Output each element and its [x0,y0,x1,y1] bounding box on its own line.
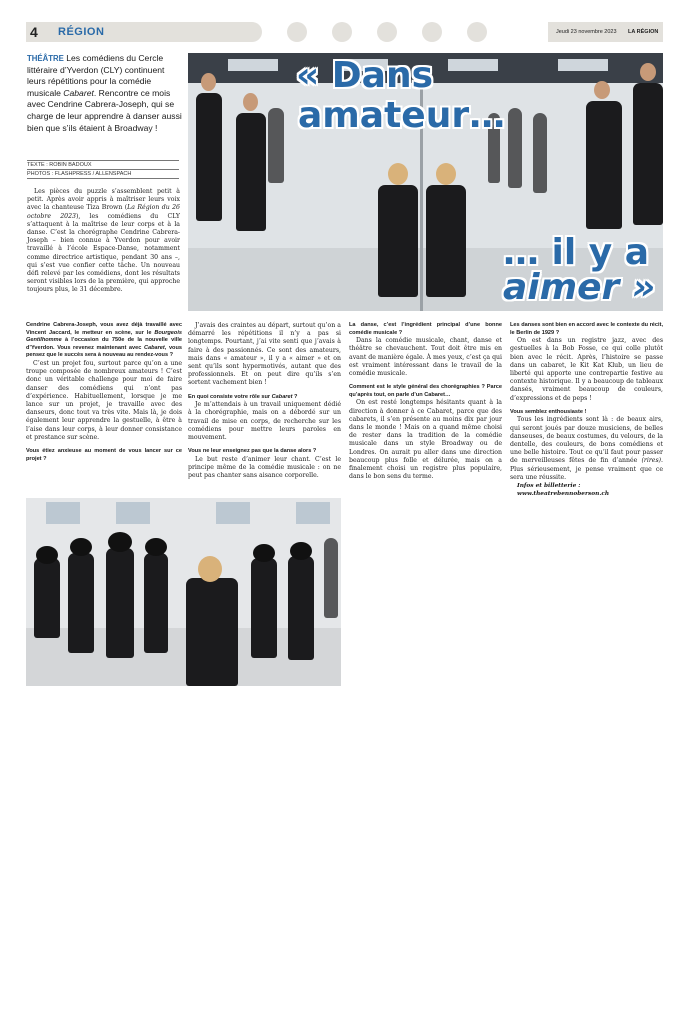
credits [27,160,179,179]
article-lead [27,53,183,134]
header-dot [422,22,442,42]
kicker: THÉÂTRE [27,54,64,63]
dancer-head [594,81,610,99]
headline-line-4: aimer » [503,267,656,308]
choreographer-figure [378,185,418,297]
header-dot [377,22,397,42]
info-label: Infos et billetterie : [517,483,581,490]
interview-answer: On est resté longtemps hésitants quant à la direction à donner à ce Cabaret, parce que des cabarets, il s’en présente au moins dix par jour dans le monde ! Mais on a quand même choisi de rester dans la tradition de la comédie musicale dans un style Broadway ou de Londres. On aurait pu aller dans une direction beaucoup plus folle et délurée, mais on a finalement choisi un registre plus populaire, dans le bon sens du terme. [349,399,502,481]
section-label: RÉGION [58,26,105,38]
interview-question: La danse, c’est l’ingrédient principal d’une bonne comédie musicale ? [349,322,502,336]
interview-answer: Dans la comédie musicale, chant, danse et théâtre se chevauchent. Tout doit être mis en avant de manière égale. À mes yeux, c’est ça qui est vraiment intéressant dans le travail de la comédie musicale. [349,337,502,377]
dancer-head [243,93,258,111]
interview-answer: Tous les ingrédients sont là : de beaux airs, qui seront joués par douze musiciens, de belles danseuses, de beaux costumes, du velours, de la dentelle, des couleurs, de bons comédiens et une belle histoire. Tout ce qu’il faut pour passer de merveilleuses fêtes de fin d’année (rires). Plus sérieusement, je pense vraiment que ce sera une réussite. [510,416,663,481]
interview-answer: On est dans un registre jazz, avec des gestuelles à la Bob Fosse, ce qui colle plutôt bien avec le récit. Après, l’histoire se passe dans un cabaret, le Kit Kat Klub, un lieu de liberté qui apporte une contrepartie festive au contexte historique. Il y a beaucoup de tableaux dansés, vraiment beaucoup de couleurs, d’expressions et de peps ! [510,337,663,402]
dancer-wig [108,532,132,552]
article-column-4 [510,322,663,498]
dancer-figure [324,538,338,618]
article-column-2 [188,322,341,480]
lead-text-end: . Rencontre ce mois avec Cendrine Cabrera-Joseph, qui se charge de leur apprendre à danser aussi bien que s’ils étaient à Broadway ! [27,87,182,133]
photo-credit: PHOTOS : FLASHPRESS / ALLENSPACH [27,169,179,179]
interview-answer: C’est un projet fou, surtout parce qu’on a une troupe composée de nombreux amateurs ! C’est donc un véritable challenge pour moi de faire danser des comédiens qui n’ont pas d’expérience. Habituellement, lorsque je me lance sur un projet, je travaille avec des danseurs, donc tout va très vite. Mais là, je dois également leur apprendre la gestuelle, à être à l’aise dans leur corps, à leur donner consistance et prestance sur scène. [26,359,182,441]
dancer-head [640,63,656,81]
dancer-wig [290,542,312,560]
article-column-3 [349,322,502,481]
interview-question: Comment est le style général des chorégraphies ? Parce qu’après tout, on parle d’un Cabaret… [349,384,502,398]
choreographer-head [388,163,408,185]
interview-answer: Je m’attendais à un travail uniquement dédié à la chorégraphie, mais on a débordé sur un travail de mise en corps, de recherche sur les comédiens pour mettre leurs paroles en mouvement. [188,401,341,442]
article-paragraph: Les pièces du puzzle s’assemblent petit à petit. Après avoir appris à maîtriser leurs voix avec la chanteuse Tiza Brown (La Région du 26 octobre 2023), les comédiens du CLY s’attaquent à la maîtrise de leur corps et à la danse. C’est la chorégraphe Cendrine Cabrera-Joseph – bien connue à Yverdon pour avoir travaillé à l’école Espace-Danse, notamment comme directrice artistique, pendant 30 ans –, qui s’est vue confier cette tâche. Un nouveau défi relevé par les comédiens, dont les résultats seront visibles lors de la première, qui approche toujours plus, le 31 décembre. [27,188,180,294]
dancer-figure [633,83,663,225]
interview-question: Les danses sont bien en accord avec le contexte du récit, le Berlin de 1929 ? [510,322,663,336]
dancer-figure [288,556,314,660]
dancer-figure [268,108,284,183]
choreographer-figure [186,578,238,686]
issue-date: Jeudi 23 novembre 2023 [556,29,617,35]
dancer-figure [144,553,168,653]
interview-question: Vous ne leur enseignez pas que la danse alors ? [188,448,317,455]
header-dot [467,22,487,42]
choreographer-head [198,556,222,582]
dancer-figure [106,548,134,658]
dancer-figure [251,558,277,658]
dancer-head [201,73,216,91]
interview-question: Vous semblez enthousiaste ! [510,408,587,415]
lead-text: Les comédiens du Cercle littéraire d’Yverdon (CLY) continuent leurs répétitions pour la comédie musicale [27,53,165,98]
page-number: 4 [30,24,38,40]
dancer-figure [34,558,60,638]
interview-answer: Le but reste d’animer leur chant. C’est le principe même de la comédie musicale : on ne peut pas chanter sans aisance corporelle. [188,455,341,480]
header-dot [287,22,307,42]
headline-line-3: … il y a [503,232,650,273]
reflection-head [436,163,456,185]
dancer-figure [533,113,547,193]
interview-question: Cendrine Cabrera-Joseph, vous avez déjà travaillé avec Vincent Jaccard, le metteur en scène, sur le Bourgeois Gentilhomme à l’occasion du 750e de la nouvelle ville d’Yverdon. Vous revenez maintenant avec Cabaret, vous pensez que le succès sera à nouveau au rendez-vous ? [26,322,182,359]
lead-title: Cabaret [63,87,94,98]
dancer-figure [586,101,622,229]
dancer-wig [70,538,92,556]
interview-answer: J’avais des craintes au départ, surtout qu’on a démarré les répétitions il n’y a pas si longtemps. Pourtant, j’ai vite senti que j’avais à faire à des passionnés. Ce sont des amateurs, mais dans « amateur », il y a « aimer » et on sent qu’ils sont hypermotivés, autant que des professionnels. Et on peut dire qu’ils s’en sortent vachement bien ! [188,322,341,387]
dancer-wig [145,538,167,556]
interview-question: Vous étiez anxieuse au moment de vous lancer sur ce projet ? [26,448,182,462]
headline-line-1: « Dans [296,55,434,96]
dancer-figure [236,113,266,231]
dancer-figure [508,108,522,188]
choreographer-reflection [426,185,466,297]
dancer-figure [196,93,222,221]
article-column-1b [26,322,182,463]
article-column-1 [27,188,180,295]
rehearsal-photo [26,498,341,686]
text-credit: TEXTE : ROBIN BADOUX [27,160,179,169]
dancer-wig [253,544,275,562]
dancer-wig [36,546,58,564]
paper-name: LA RÉGION [628,29,659,35]
headline-line-2: amateur… [298,95,506,136]
info-url[interactable]: www.theatrebennoberson.ch [517,491,610,498]
interview-question: En quoi consiste votre rôle sur Cabaret ? [188,393,298,400]
dancer-figure [68,553,94,653]
header-dot [332,22,352,42]
